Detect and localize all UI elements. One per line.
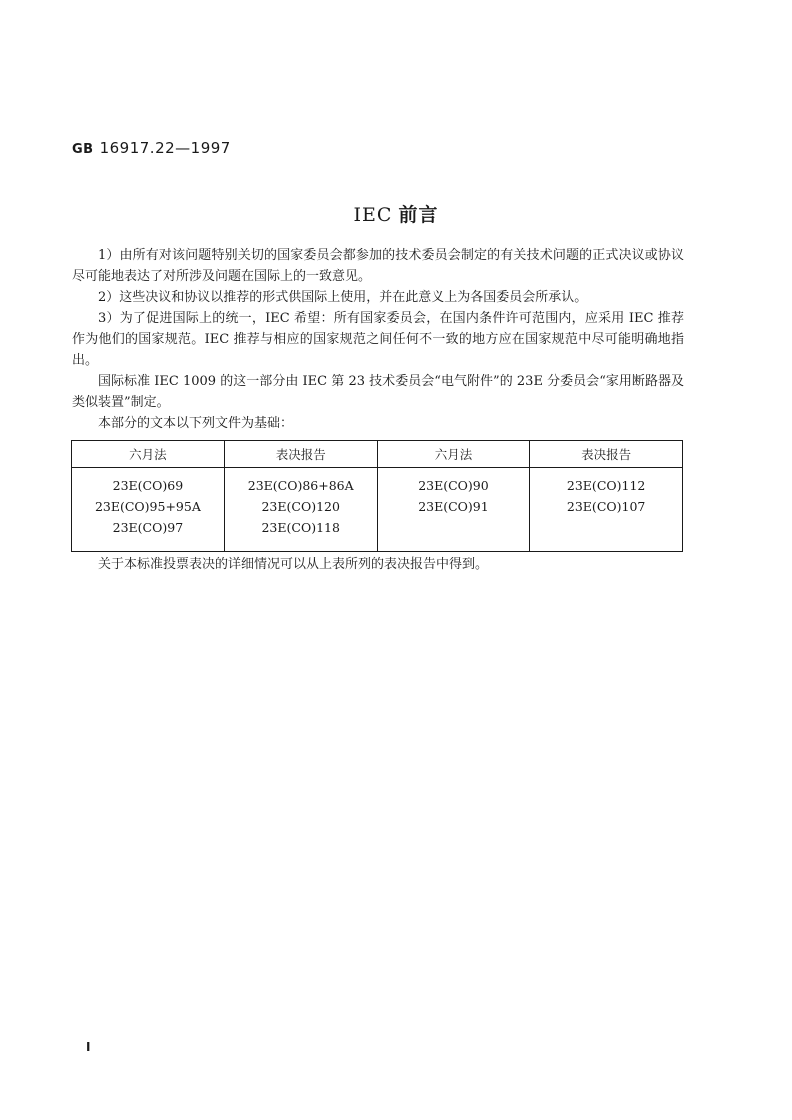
page-title	[0, 200, 792, 227]
header-voting-report-1: 表决报告	[224, 441, 377, 468]
voting-details-note: 关于本标准投票表决的详细情况可以从上表所列的表决报告中得到。	[98, 557, 489, 572]
cell-entry: 23E(CO)69	[112, 478, 184, 493]
cell-entry: 23E(CO)90	[418, 478, 489, 493]
header-six-months-rule-2: 六月法	[377, 441, 530, 468]
paragraph-3: 3）为了促进国际上的统一，IEC 希望：所有国家委员会，在国内条件许可范围内，应采用 IEC 推荐作为他们的国家规范。IEC 推荐与相应的国家规范之间任何不一致的地方应在国家规范中尽可能明确地指出。	[72, 311, 684, 368]
body-text	[72, 245, 684, 434]
table-row	[72, 468, 683, 552]
table-cell-col-3	[377, 468, 530, 552]
table-cell-col-2	[224, 468, 377, 552]
paragraph-5: 本部分的文本以下列文件为基础：	[98, 416, 294, 431]
table-cell-col-1	[72, 468, 225, 552]
document-code	[72, 139, 231, 157]
standard-number: 16917.22—1997	[99, 139, 231, 157]
table-cell-col-4	[530, 468, 683, 552]
cell-entry: 23E(CO)86+86A	[247, 478, 354, 493]
cell-entry: 23E(CO)97	[112, 520, 184, 535]
cell-entry: 23E(CO)120	[261, 499, 340, 514]
table-header-row	[72, 441, 683, 468]
documents-table	[71, 440, 683, 552]
cell-entry: 23E(CO)118	[261, 520, 340, 535]
standard-prefix: GB	[72, 142, 94, 157]
cell-entry: 23E(CO)95+95A	[94, 499, 201, 514]
paragraph-1: 1）由所有对该问题特别关切的国家委员会都参加的技术委员会制定的有关技术问题的正式决议或协议尽可能地表达了对所涉及问题在国际上的一致意见。	[72, 248, 684, 284]
paragraph-2: 2）这些决议和协议以推荐的形式供国际上使用，并在此意义上为各国委员会所承认。	[98, 290, 588, 305]
header-voting-report-2: 表决报告	[530, 441, 683, 468]
title-latin: IEC	[353, 204, 393, 226]
title-chinese: 前言	[398, 204, 439, 226]
cell-entry: 23E(CO)112	[566, 478, 646, 493]
cell-entry: 23E(CO)107	[566, 499, 646, 514]
page-number: I	[86, 1040, 91, 1054]
paragraph-4: 国际标准 IEC 1009 的这一部分由 IEC 第 23 技术委员会“电气附件”的 23E 分委员会“家用断路器及类似装置”制定。	[72, 374, 684, 410]
cell-entry: 23E(CO)91	[418, 499, 489, 514]
header-six-months-rule-1: 六月法	[72, 441, 225, 468]
